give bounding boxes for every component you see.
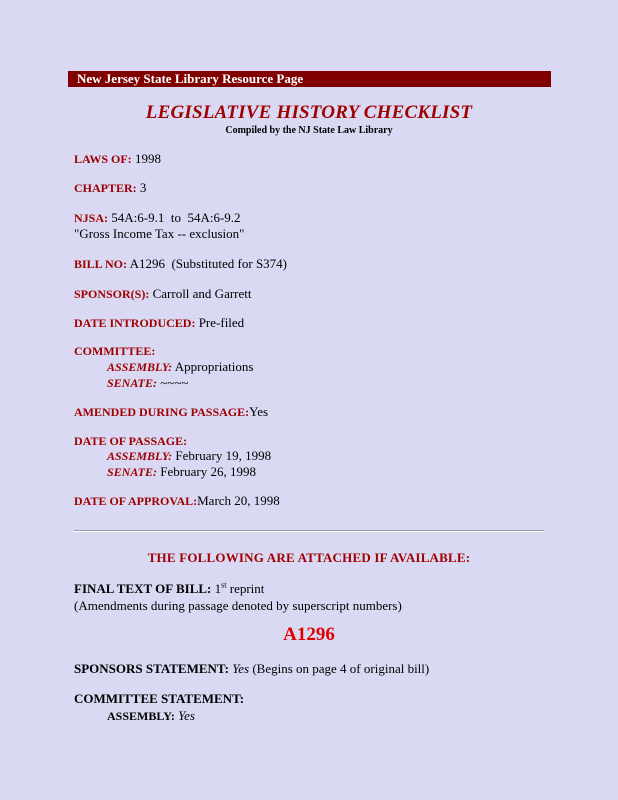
final-text-note: (Amendments during passage denoted by superscript numbers)	[74, 598, 402, 613]
date-introduced-value: Pre-filed	[198, 315, 245, 330]
passage-senate-label: SENATE:	[107, 465, 158, 479]
sponsors-row	[74, 285, 252, 303]
resource-page-banner: New Jersey State Library Resource Page	[68, 71, 551, 87]
chapter-row	[74, 179, 146, 197]
date-introduced-label: DATE INTRODUCED:	[74, 316, 196, 330]
page-title: LEGISLATIVE HISTORY CHECKLIST	[145, 102, 473, 123]
bill-no-label: BILL NO:	[74, 257, 128, 271]
final-text-label: FINAL TEXT OF BILL:	[74, 581, 212, 596]
committee-senate-label: SENATE:	[107, 376, 158, 390]
date-introduced-row	[74, 314, 244, 332]
date-of-approval-row	[74, 492, 280, 510]
laws-of-row	[74, 150, 161, 168]
sponsors-value: Carroll and Garrett	[152, 286, 252, 301]
chapter-label: CHAPTER:	[74, 181, 137, 195]
committee-statement-assembly-value: Yes	[178, 708, 195, 723]
sponsors-statement-row	[74, 660, 429, 677]
committee-statement-assembly-label: ASSEMBLY:	[107, 709, 175, 723]
sponsors-statement-value: Yes	[232, 661, 250, 676]
amended-label: AMENDED DURING PASSAGE:	[74, 405, 250, 419]
amended-row	[74, 403, 268, 421]
sponsors-label: SPONSOR(S):	[74, 287, 150, 301]
chapter-value: 3	[139, 180, 147, 195]
date-of-passage-label: DATE OF PASSAGE:	[74, 434, 188, 448]
njsa-description: "Gross Income Tax -- exclusion"	[74, 226, 245, 241]
page-subtitle: Compiled by the NJ State Law Library	[225, 125, 393, 136]
committee-label: COMMITTEE:	[74, 344, 156, 358]
committee-statement-assembly-row	[107, 707, 195, 725]
final-text-reprint: 1st reprint	[214, 580, 265, 596]
amended-value: Yes	[249, 404, 269, 419]
committee-assembly-label: ASSEMBLY:	[107, 360, 173, 374]
passage-senate-value: February 26, 1998	[160, 464, 256, 479]
date-of-approval-value: March 20, 1998	[197, 493, 280, 508]
committee-statement-label: COMMITTEE STATEMENT:	[74, 691, 245, 706]
committee-senate-value: ~~~~	[160, 375, 189, 390]
njsa-label: NJSA:	[74, 211, 109, 225]
bill-number-heading: A1296	[283, 624, 335, 645]
laws-of-value: 1998	[134, 151, 161, 166]
attached-heading: THE FOLLOWING ARE ATTACHED IF AVAILABLE:	[147, 550, 471, 565]
passage-senate-row	[107, 463, 256, 481]
passage-assembly-label: ASSEMBLY:	[107, 449, 173, 463]
final-text-row	[74, 580, 264, 597]
sponsors-statement-label: SPONSORS STATEMENT:	[74, 661, 229, 676]
section-divider	[74, 530, 544, 532]
passage-assembly-value: February 19, 1998	[175, 448, 272, 463]
bill-no-value: A1296 (Substituted for S374)	[129, 256, 288, 271]
bill-no-row	[74, 255, 287, 273]
sponsors-statement-note: (Begins on page 4 of original bill)	[252, 661, 430, 676]
committee-senate-row	[107, 374, 188, 392]
laws-of-label: LAWS OF:	[74, 152, 132, 166]
committee-statement-row	[74, 690, 244, 707]
njsa-value: 54A:6-9.1 to 54A:6-9.2	[111, 210, 241, 225]
date-of-approval-label: DATE OF APPROVAL:	[74, 494, 198, 508]
committee-assembly-value: Appropriations	[174, 359, 254, 374]
